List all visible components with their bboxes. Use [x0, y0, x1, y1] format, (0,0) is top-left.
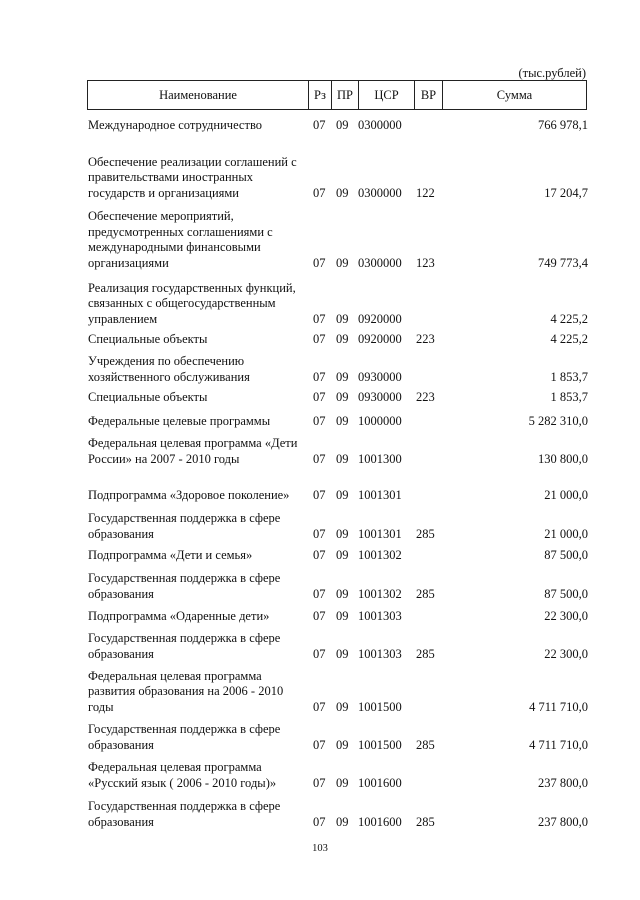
cell-name: Специальные объекты [88, 331, 208, 346]
cell-sum: 87 500,0 [544, 586, 588, 601]
cell-rz: 07 [313, 389, 326, 404]
cell-csr: 1001301 [358, 487, 402, 502]
cell-pr: 09 [336, 526, 349, 541]
page-number: 103 [312, 843, 328, 854]
cell-pr: 09 [336, 646, 349, 661]
cell-name: Обеспечение реализации соглашений с правительствами иностранных государств и организациями [88, 154, 297, 200]
cell-csr: 1001303 [358, 646, 402, 661]
cell-name: Подпрограмма «Здоровое поколение» [88, 487, 290, 502]
cell-pr: 09 [336, 331, 349, 346]
cell-sum: 749 773,4 [538, 255, 588, 270]
cell-rz: 07 [313, 331, 326, 346]
table-row [88, 511, 588, 542]
cell-csr: 0300000 [358, 185, 402, 200]
units-label: (тыс.рублей) [518, 66, 586, 80]
cell-pr: 09 [336, 413, 349, 428]
cell-pr: 09 [336, 451, 349, 466]
cell-vr: 285 [416, 646, 435, 661]
cell-pr: 09 [336, 586, 349, 601]
cell-csr: 1001300 [358, 451, 402, 466]
cell-rz: 07 [313, 646, 326, 661]
cell-rz: 07 [313, 311, 326, 326]
cell-vr: 285 [416, 737, 435, 752]
cell-name: Подпрограмма «Одаренные дети» [88, 608, 270, 623]
cell-csr: 0300000 [358, 117, 402, 132]
header-name: Наименование [159, 87, 237, 102]
cell-csr: 0920000 [358, 311, 402, 326]
cell-sum: 22 300,0 [544, 608, 588, 623]
cell-rz: 07 [313, 117, 326, 132]
cell-rz: 07 [313, 413, 326, 428]
cell-pr: 09 [336, 117, 349, 132]
cell-csr: 1001500 [358, 737, 402, 752]
table-row [88, 117, 588, 133]
cell-pr: 09 [336, 311, 349, 326]
cell-name: Государственная поддержка в сфере образования [88, 799, 281, 829]
cell-sum: 87 500,0 [544, 547, 588, 562]
cell-sum: 21 000,0 [544, 487, 588, 502]
cell-sum: 766 978,1 [538, 117, 588, 132]
table-row [88, 668, 588, 715]
cell-pr: 09 [336, 487, 349, 502]
cell-csr: 1000000 [358, 413, 402, 428]
table-row [88, 631, 588, 662]
cell-vr: 223 [416, 331, 435, 346]
cell-sum: 17 204,7 [544, 185, 588, 200]
cell-csr: 1001600 [358, 775, 402, 790]
cell-rz: 07 [313, 699, 326, 714]
table-row [88, 549, 588, 563]
cell-sum: 237 800,0 [538, 814, 588, 829]
header-rz: Рз [308, 81, 331, 109]
cell-rz: 07 [313, 547, 326, 562]
cell-rz: 07 [313, 814, 326, 829]
cell-name: Реализация государственных функций, связанных с общегосударственным управлением [88, 280, 296, 326]
cell-sum: 1 853,7 [550, 389, 588, 404]
header-vr: ВР [414, 81, 442, 109]
cell-csr: 1001301 [358, 526, 402, 541]
table-row [88, 609, 588, 624]
header-csr: ЦСР [358, 81, 414, 109]
cell-rz: 07 [313, 608, 326, 623]
cell-pr: 09 [336, 185, 349, 200]
table-row [88, 474, 588, 503]
cell-sum: 5 282 310,0 [528, 413, 588, 428]
cell-vr: 223 [416, 389, 435, 404]
cell-csr: 1001302 [358, 547, 402, 562]
table-row [88, 389, 588, 405]
cell-name: Федеральная целевая программа развития образования на 2006 - 2010 годы [88, 668, 284, 714]
cell-rz: 07 [313, 487, 326, 502]
cell-csr: 1001500 [358, 699, 402, 714]
table-row [88, 798, 588, 830]
table-row [88, 570, 588, 602]
cell-name: Специальные объекты [88, 389, 208, 404]
cell-csr: 1001302 [358, 586, 402, 601]
cell-name: Государственная поддержка в сфере образования [88, 722, 281, 752]
cell-sum: 4 711 710,0 [529, 737, 588, 752]
table-row [88, 278, 588, 327]
cell-pr: 09 [336, 775, 349, 790]
cell-name: Учреждения по обеспечению хозяйственного обслуживания [88, 354, 250, 384]
cell-csr: 0930000 [358, 389, 402, 404]
table-row [88, 760, 588, 791]
cell-rz: 07 [313, 586, 326, 601]
cell-csr: 1001600 [358, 814, 402, 829]
table-header [87, 80, 587, 110]
cell-pr: 09 [336, 255, 349, 270]
cell-rz: 07 [313, 737, 326, 752]
table-row [88, 208, 588, 271]
table-row [88, 353, 588, 385]
cell-vr: 123 [416, 255, 435, 270]
table-row [88, 413, 588, 429]
cell-name: Федеральная целевая программа «Русский язык ( 2006 - 2010 годы)» [88, 760, 277, 790]
header-pr: ПР [331, 81, 358, 109]
cell-sum: 4 225,2 [550, 331, 588, 346]
cell-sum: 4 225,2 [550, 311, 588, 326]
cell-sum: 22 300,0 [544, 646, 588, 661]
cell-sum: 4 711 710,0 [529, 699, 588, 714]
cell-name: Государственная поддержка в сфере образования [88, 631, 281, 661]
cell-pr: 09 [336, 737, 349, 752]
cell-vr: 285 [416, 526, 435, 541]
cell-pr: 09 [336, 608, 349, 623]
cell-sum: 237 800,0 [538, 775, 588, 790]
cell-csr: 0930000 [358, 369, 402, 384]
cell-csr: 0920000 [358, 331, 402, 346]
cell-pr: 09 [336, 814, 349, 829]
cell-vr: 285 [416, 586, 435, 601]
cell-vr: 285 [416, 814, 435, 829]
cell-name: Государственная поддержка в сфере образования [88, 571, 281, 601]
cell-csr: 1001303 [358, 608, 402, 623]
cell-sum: 130 800,0 [538, 451, 588, 466]
cell-name: Подпрограмма «Дети и семья» [88, 547, 253, 562]
table-row [88, 436, 588, 467]
cell-name: Федеральная целевая программа «Дети России» на 2007 - 2010 годы [88, 436, 298, 466]
cell-rz: 07 [313, 526, 326, 541]
cell-rz: 07 [313, 775, 326, 790]
cell-name: Государственная поддержка в сфере образования [88, 511, 281, 541]
table-row [88, 139, 588, 201]
cell-name: Обеспечение мероприятий, предусмотренных соглашениями с международными финансовыми организациями [88, 209, 273, 270]
cell-vr: 122 [416, 185, 435, 200]
cell-pr: 09 [336, 389, 349, 404]
cell-rz: 07 [313, 185, 326, 200]
header-sum: Сумма [442, 81, 586, 109]
cell-rz: 07 [313, 451, 326, 466]
cell-sum: 21 000,0 [544, 526, 588, 541]
table-row [88, 333, 588, 347]
cell-name: Федеральные целевые программы [88, 413, 271, 428]
cell-csr: 0300000 [358, 255, 402, 270]
cell-name: Международное сотрудничество [88, 117, 263, 132]
cell-pr: 09 [336, 547, 349, 562]
cell-rz: 07 [313, 369, 326, 384]
table-row [88, 722, 588, 753]
cell-rz: 07 [313, 255, 326, 270]
cell-pr: 09 [336, 369, 349, 384]
cell-pr: 09 [336, 699, 349, 714]
cell-sum: 1 853,7 [550, 369, 588, 384]
